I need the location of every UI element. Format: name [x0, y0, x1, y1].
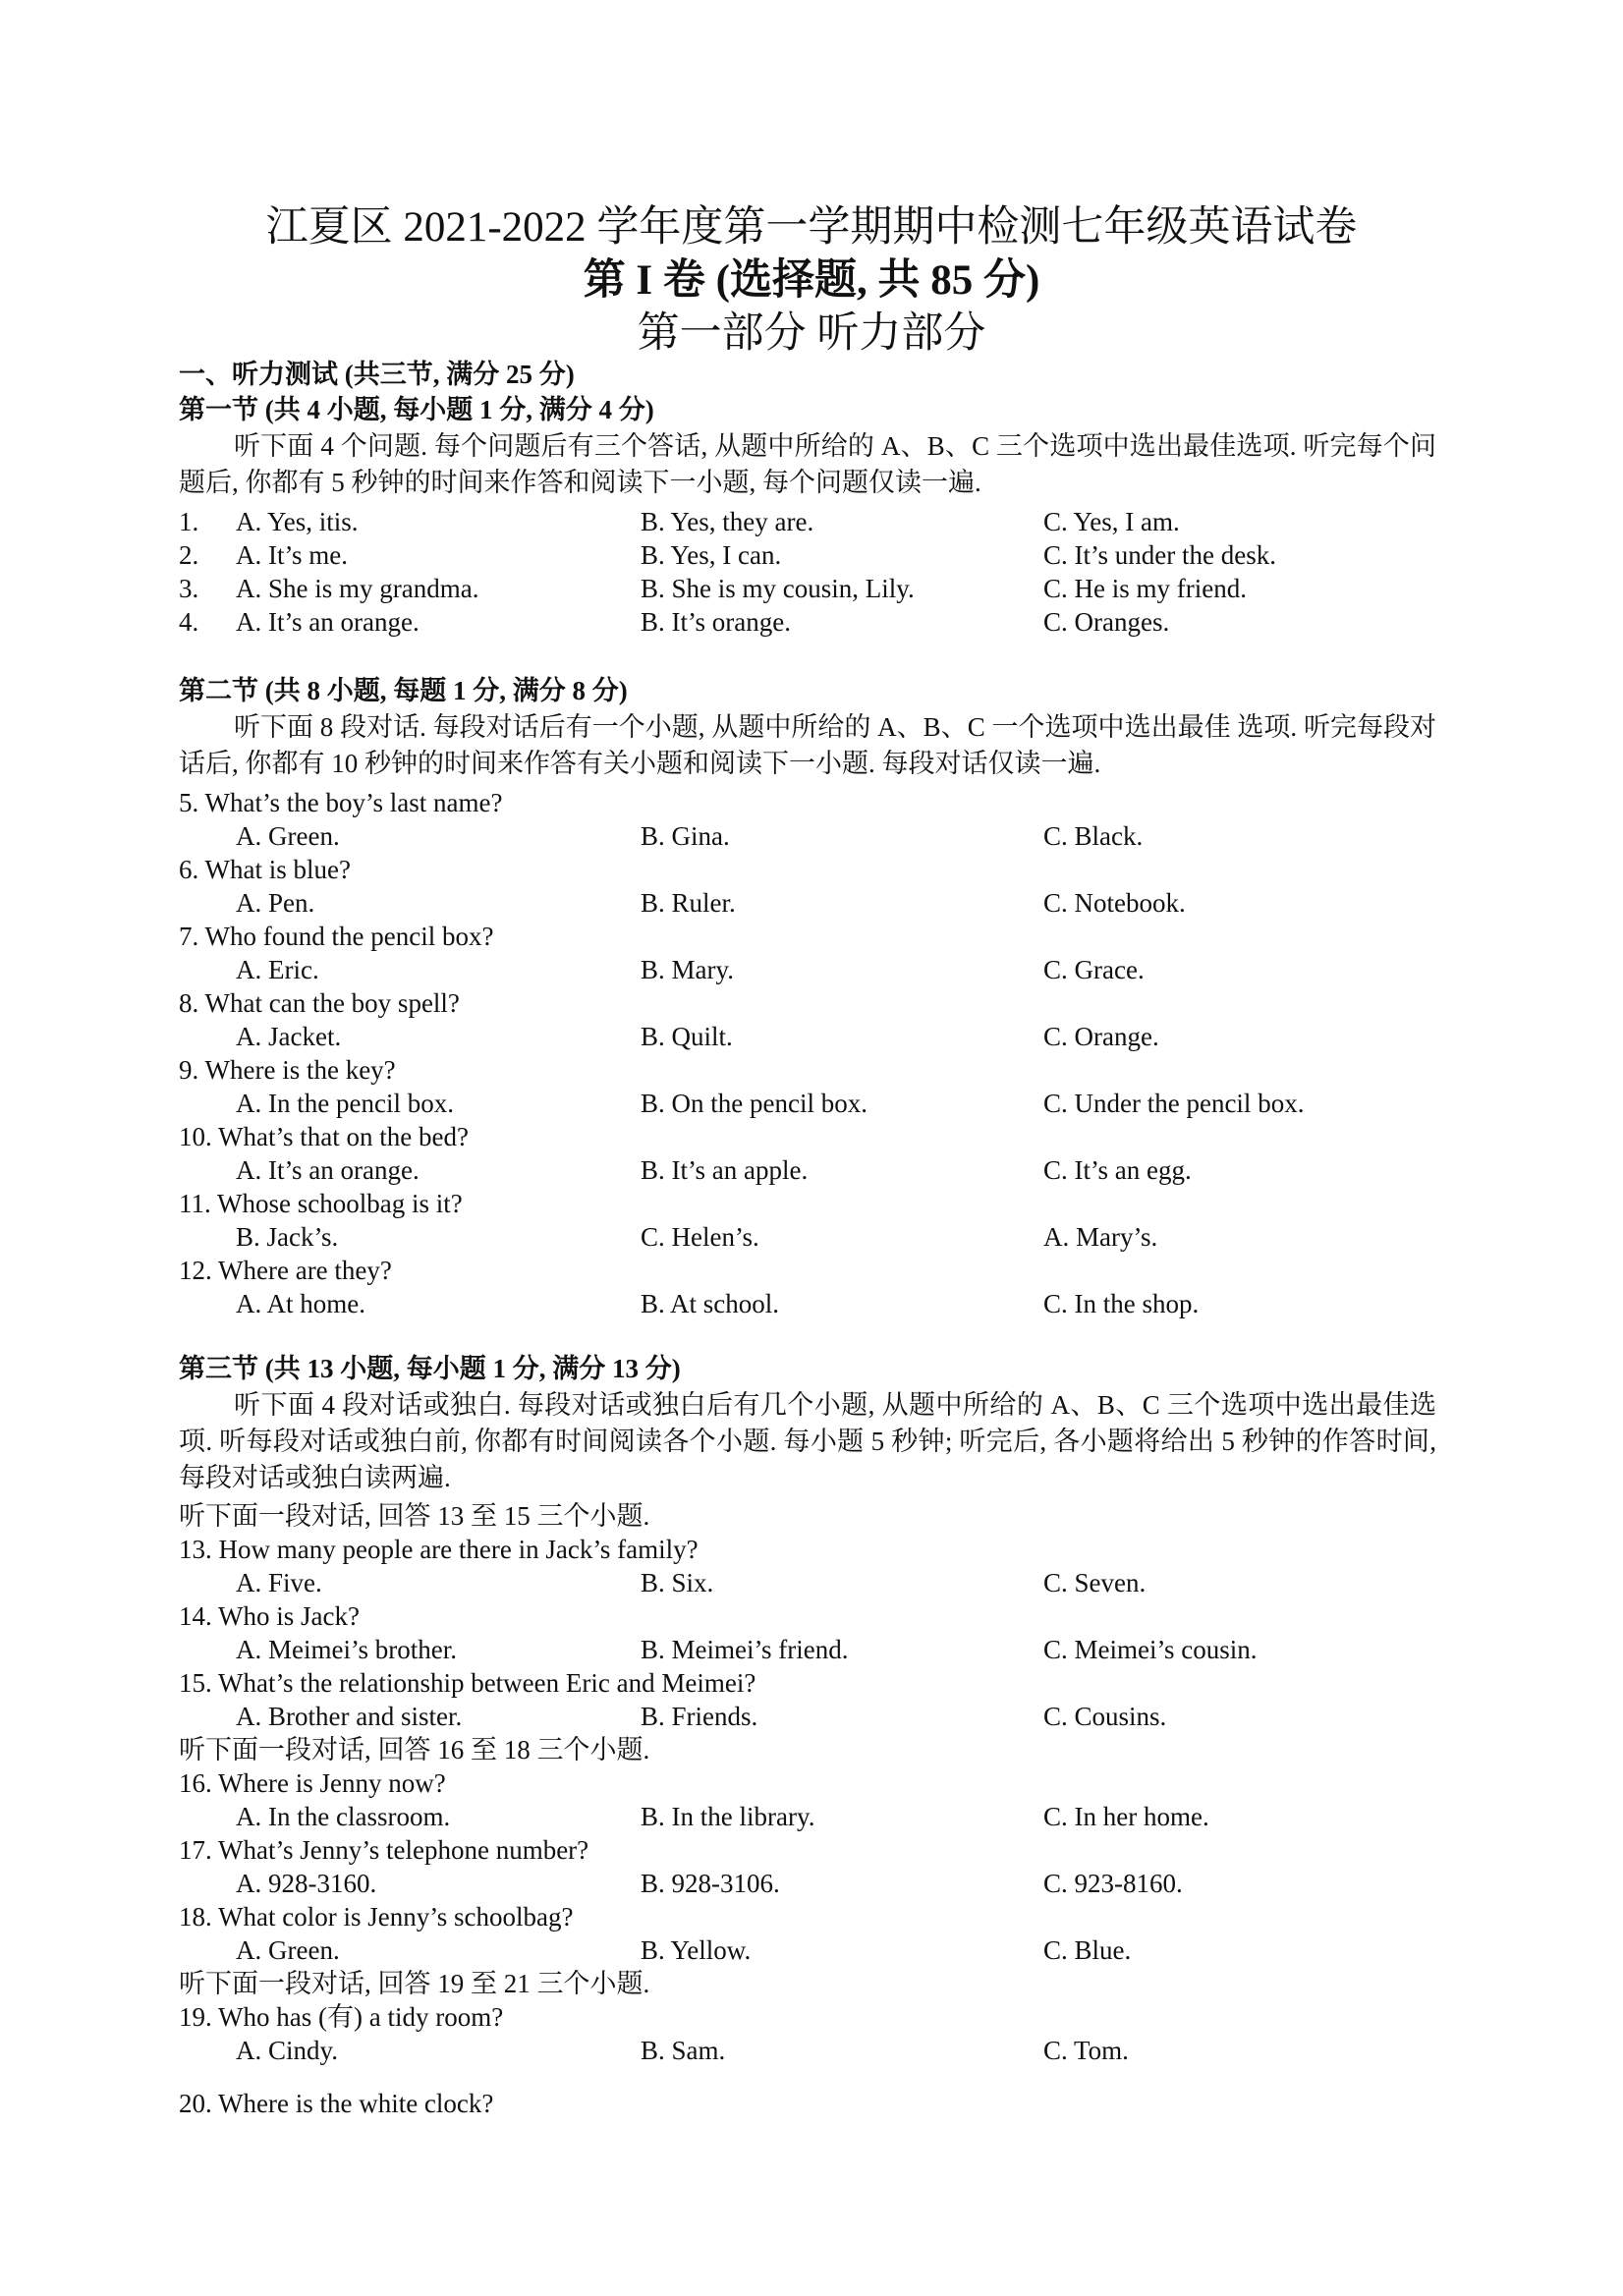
option-b: B. At school.: [641, 1289, 780, 1318]
option-a: A. Brother and sister.: [236, 1702, 463, 1731]
option-a: A. She is my grandma.: [236, 574, 479, 603]
option-c: C. Seven.: [1043, 1568, 1147, 1597]
option-c: C. Yes, I am.: [1043, 507, 1180, 536]
section2-instructions: 听下面 8 段对话. 每段对话后有一个小题, 从题中所给的 A、B、C 一个选项中选出最佳 选项. 听完每段对话后, 你都有 10 秒钟的时间来作答有关小题和阅读下一小题. 每段对话仅读一遍.: [179, 712, 1436, 778]
section1-heading: 第一节 (共 4 小题, 每小题 1 分, 满分 4 分): [179, 395, 654, 424]
question-number: 4.: [179, 607, 199, 637]
option-c: C. Oranges.: [1043, 607, 1170, 637]
option-a: A. Meimei’s brother.: [236, 1635, 457, 1664]
option-c: C. Grace.: [1043, 955, 1145, 984]
exam-subtitle: 第 I 卷 (选择题, 共 85 分): [583, 257, 1040, 304]
question-text: 13. How many people are there in Jack’s family?: [179, 1535, 699, 1564]
option-c: C. Notebook.: [1043, 888, 1186, 918]
option-b: B. She is my cousin, Lily.: [641, 574, 915, 603]
option-c: C. He is my friend.: [1043, 574, 1247, 603]
option-b: B. On the pencil box.: [641, 1089, 867, 1118]
group-intro: 听下面一段对话, 回答 13 至 15 三个小题.: [179, 1501, 650, 1531]
group-intro: 听下面一段对话, 回答 16 至 18 三个小题.: [179, 1735, 650, 1764]
option-b: B. It’s orange.: [641, 607, 791, 637]
option-b: B. Yellow.: [641, 1935, 752, 1965]
option-b: B. 928-3106.: [641, 1869, 780, 1898]
option-b: B. Yes, I can.: [641, 540, 782, 570]
option-a: A. Pen.: [236, 888, 315, 918]
option-a: A. Yes, itis.: [236, 507, 359, 536]
question-text: 17. What’s Jenny’s telephone number?: [179, 1835, 589, 1865]
question-text: 15. What’s the relationship between Eric and Meimei?: [179, 1668, 756, 1698]
option-b: B. Six.: [641, 1568, 714, 1597]
option-b: B. Ruler.: [641, 888, 736, 918]
option-c: C. Tom.: [1043, 2036, 1129, 2065]
question-text: 19. Who has (有) a tidy room?: [179, 2002, 504, 2032]
option-a: A. Cindy.: [236, 2036, 339, 2065]
option-b: B. Quilt.: [641, 1022, 733, 1051]
section3-heading: 第三节 (共 13 小题, 每小题 1 分, 满分 13 分): [179, 1354, 681, 1383]
exam-title: 江夏区 2021-2022 学年度第一学期期中检测七年级英语试卷: [265, 204, 1358, 251]
option-c: A. Mary’s.: [1043, 1222, 1158, 1252]
option-c: C. In her home.: [1043, 1802, 1209, 1831]
question-20: 20. Where is the white clock?: [179, 2089, 494, 2118]
option-a: B. Jack’s.: [236, 1222, 339, 1252]
option-a: A. It’s an orange.: [236, 607, 420, 637]
question-text: 10. What’s that on the bed?: [179, 1122, 469, 1151]
option-b: B. Meimei’s friend.: [641, 1635, 849, 1664]
option-a: A. Jacket.: [236, 1022, 342, 1051]
question-text: 9. Where is the key?: [179, 1055, 396, 1085]
option-c: C. Meimei’s cousin.: [1043, 1635, 1258, 1664]
option-c: C. Orange.: [1043, 1022, 1159, 1051]
question-text: 11. Whose schoolbag is it?: [179, 1189, 463, 1218]
question-text: 14. Who is Jack?: [179, 1601, 360, 1631]
option-a: A. Green.: [236, 821, 340, 851]
question-text: 6. What is blue?: [179, 855, 351, 884]
option-b: B. Sam.: [641, 2036, 726, 2065]
question-text: 16. Where is Jenny now?: [179, 1768, 446, 1798]
option-a: A. At home.: [236, 1289, 365, 1318]
question-text: 12. Where are they?: [179, 1256, 392, 1285]
option-a: A. Five.: [236, 1568, 322, 1597]
option-b: C. Helen’s.: [641, 1222, 759, 1252]
option-a: A. In the pencil box.: [236, 1089, 454, 1118]
option-b: B. It’s an apple.: [641, 1155, 809, 1185]
question-number: 2.: [179, 540, 199, 570]
question-number: 3.: [179, 574, 199, 603]
section3-instructions: 听下面 4 段对话或独白. 每段对话或独白后有几个小题, 从题中所给的 A、B、C 三个选项中选出最佳选项. 听每段对话或独白前, 你都有时间阅读各个小题. 每小题 5 秒钟; 听完后, 各小题将给出 5 秒钟的作答时间, 每段对话或独白读两遍.: [179, 1390, 1436, 1492]
section2-heading: 第二节 (共 8 小题, 每题 1 分, 满分 8 分): [179, 676, 628, 705]
question-number: 1.: [179, 507, 199, 536]
part-title: 第一部分 听力部分: [637, 310, 986, 357]
option-c: C. 923-8160.: [1043, 1869, 1183, 1898]
question-text: 7. Who found the pencil box?: [179, 922, 494, 951]
option-a: A. In the classroom.: [236, 1802, 451, 1831]
part-heading: 一、听力测试 (共三节, 满分 25 分): [179, 360, 575, 389]
option-b: B. Mary.: [641, 955, 734, 984]
option-a: A. It’s me.: [236, 540, 348, 570]
option-c: C. Under the pencil box.: [1043, 1089, 1305, 1118]
option-a: A. Green.: [236, 1935, 340, 1965]
option-a: A. 928-3160.: [236, 1869, 377, 1898]
option-c: C. Black.: [1043, 821, 1144, 851]
option-c: C. It’s an egg.: [1043, 1155, 1192, 1185]
group-intro: 听下面一段对话, 回答 19 至 21 三个小题.: [179, 1969, 650, 1998]
option-b: B. Yes, they are.: [641, 507, 814, 536]
section1-instructions: 听下面 4 个问题. 每个问题后有三个答话, 从题中所给的 A、B、C 三个选项中选出最佳选项. 听完每个问题后, 你都有 5 秒钟的时间来作答和阅读下一小题, 每个问题仅读一遍.: [179, 431, 1436, 497]
option-a: A. Eric.: [236, 955, 319, 984]
option-c: C. It’s under the desk.: [1043, 540, 1276, 570]
option-c: C. Cousins.: [1043, 1702, 1167, 1731]
option-c: C. Blue.: [1043, 1935, 1132, 1965]
option-b: B. Friends.: [641, 1702, 758, 1731]
option-b: B. Gina.: [641, 821, 730, 851]
question-text: 18. What color is Jenny’s schoolbag?: [179, 1902, 574, 1932]
option-a: A. It’s an orange.: [236, 1155, 420, 1185]
option-c: C. In the shop.: [1043, 1289, 1200, 1318]
question-text: 5. What’s the boy’s last name?: [179, 788, 503, 817]
question-text: 8. What can the boy spell?: [179, 988, 460, 1018]
option-b: B. In the library.: [641, 1802, 815, 1831]
